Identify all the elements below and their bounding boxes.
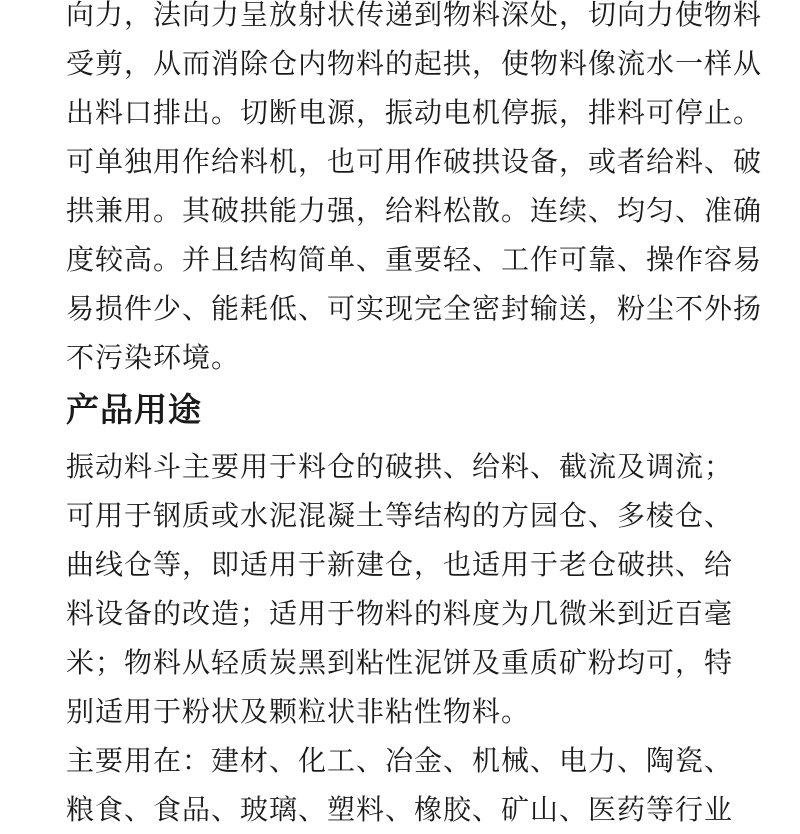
text-line: 向力，法向力呈放射状传递到物料深处，切向力使物料: [66, 0, 763, 31]
text-line: 不污染环境。: [66, 341, 241, 374]
text-line: 受剪，从而消除仓内物料的起拱，使物料像流水一样从: [66, 47, 763, 80]
section-heading-product-usage: 产品用途: [66, 390, 202, 429]
text-line: 度较高。并且结构简单、重要轻、工作可靠、操作容易: [66, 243, 763, 276]
text-line: 易损件少、能耗低、可实现完全密封输送，粉尘不外扬: [66, 292, 763, 325]
text-line: 振动料斗主要用于料仓的破拱、给料、截流及调流；: [66, 450, 734, 483]
text-line: 拱兼用。其破拱能力强，给料松散。连续、均匀、准确: [66, 194, 763, 227]
document-body: [66, 0, 766, 834]
usage-paragraph: [66, 442, 766, 736]
intro-paragraph: [66, 0, 766, 382]
text-line: 主要用在：建材、化工、冶金、机械、电力、陶瓷、: [66, 744, 734, 777]
text-line: 料设备的改造；适用于物料的料度为几微米到近百毫: [66, 597, 734, 630]
text-line: 可用于钢质或水泥混凝土等结构的方园仓、多棱仓、: [66, 499, 734, 532]
text-line: 别适用于粉状及颗粒状非粘性物料。: [66, 695, 531, 728]
text-line: 出料口排出。切断电源，振动电机停振，排料可停止。: [66, 96, 763, 129]
text-line: 米；物料从轻质炭黑到粘性泥饼及重质矿粉均可，特: [66, 646, 734, 679]
industries-paragraph: [66, 736, 766, 834]
text-line: 粮食、食品、玻璃、塑料、橡胶、矿山、医药等行业: [66, 793, 734, 826]
text-line: 曲线仓等，即适用于新建仓，也适用于老仓破拱、给: [66, 548, 734, 581]
text-line: 可单独用作给料机，也可用作破拱设备，或者给料、破: [66, 145, 763, 178]
